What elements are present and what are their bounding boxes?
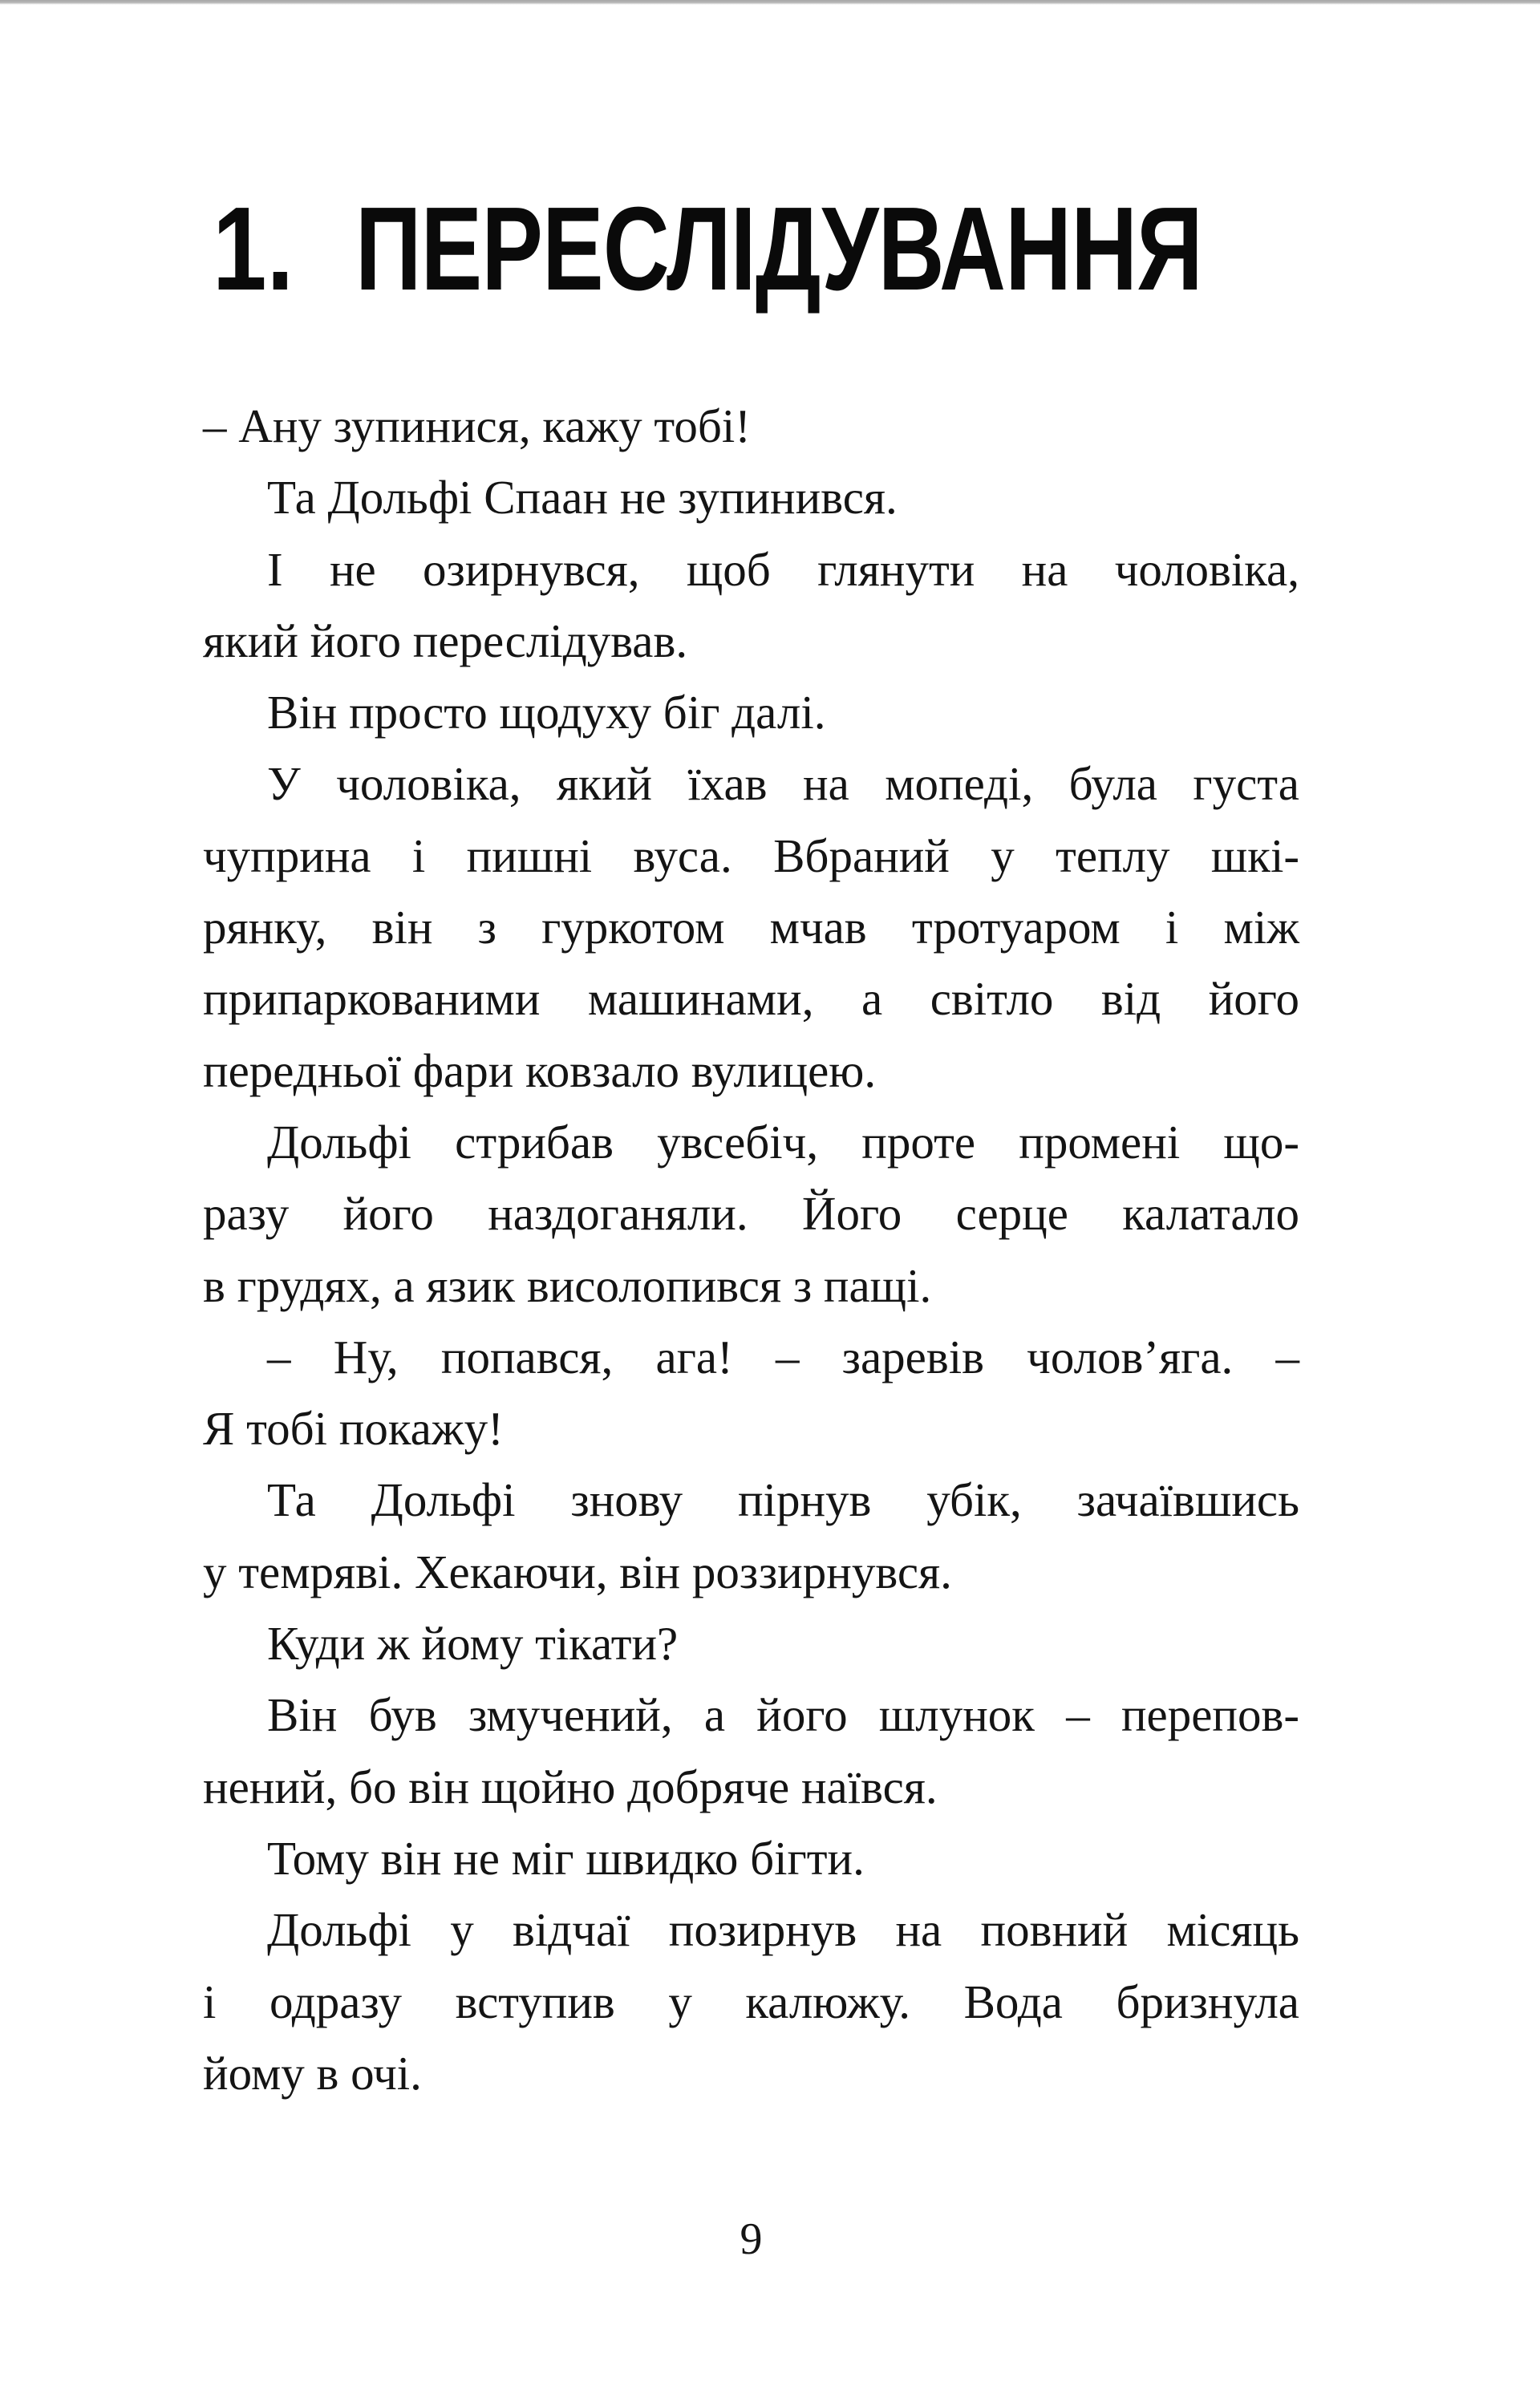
chapter-number: 1. (213, 183, 294, 315)
text-line: – Ну, попався, ага! – заревів чолов’яга. – (267, 1330, 1299, 1383)
text-line: разу його наздоганяли. Його серце калатало (203, 1187, 1299, 1241)
text-line: передньої фари ковзало вулицею. (203, 1043, 877, 1097)
text-line: Тому він не міг швидко бігти. (267, 1831, 865, 1885)
text-line: Дольфі стрибав увсебіч, проте промені що- (267, 1115, 1299, 1169)
chapter-title: ПЕРЕСЛІДУВАННЯ (355, 183, 1202, 315)
page-number: 9 (740, 2214, 763, 2264)
text-line: в грудях, а язик висолопився з пащі. (203, 1258, 932, 1312)
text-line: І не озирнувся, щоб глянути на чоловіка, (267, 542, 1299, 596)
text-line: Я тобі покажу! (203, 1402, 504, 1456)
text-line: У чоловіка, який їхав на мопеді, була густа (267, 757, 1299, 811)
text-line: йому в очі. (203, 2046, 422, 2100)
text-line: і одразу вступив у калюжу. Вода бризнула (203, 1975, 1299, 2028)
text-line: Він був змучений, а його шлунок – перепов- (267, 1688, 1299, 1742)
text-line: нений, бо він щойно добряче наївся. (203, 1760, 938, 1813)
text-line: Він просто щодуху біг далі. (267, 686, 826, 739)
text-line: Куди ж йому тікати? (267, 1617, 679, 1671)
text-line: Та Дольфі знову пірнув убік, зачаївшись (267, 1473, 1299, 1527)
chapter-body (203, 391, 1299, 2109)
text-line: чуприна і пишні вуса. Вбраний у теплу шкі- (203, 828, 1299, 882)
top-border (0, 0, 1540, 5)
text-line: рянку, він з гуркотом мчав тротуаром і між (203, 901, 1299, 954)
text-line: Дольфі у відчаї позирнув на повний місяць (267, 1903, 1299, 1957)
text-line: Та Дольфі Спаан не зупинився. (267, 471, 898, 525)
text-line: – Ану зупинися, кажу тобі! (203, 399, 751, 452)
text-line: у темряві. Хекаючи, він роззирнувся. (203, 1545, 952, 1598)
text-line: який його переслідував. (203, 614, 688, 667)
text-line: припаркованими машинами, а світло від його (203, 972, 1299, 1026)
